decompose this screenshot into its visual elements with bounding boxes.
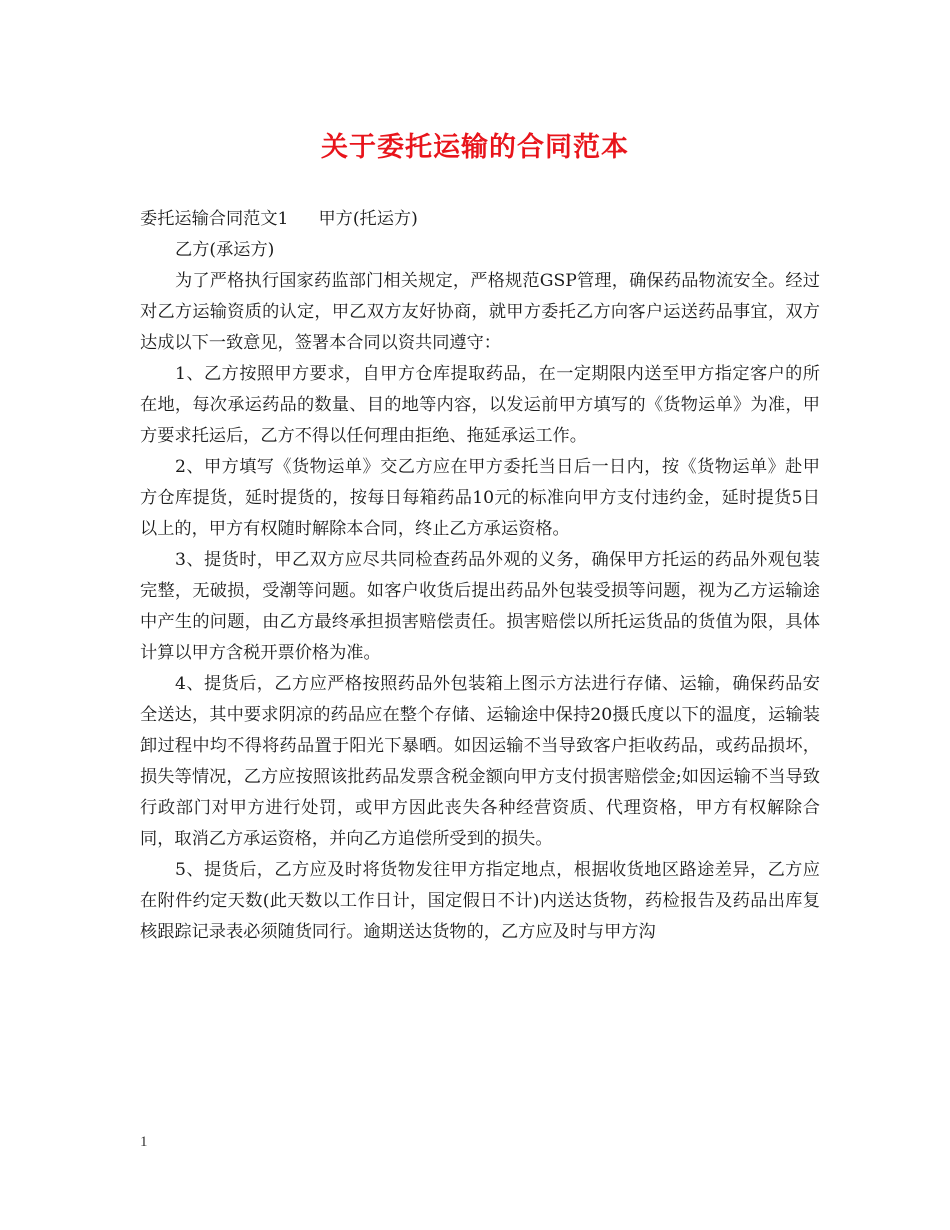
document-body bbox=[140, 204, 820, 948]
intro-label: 委托运输合同范文1 bbox=[140, 209, 289, 229]
paragraph-clause-3: 3、提货时，甲乙双方应尽共同检查药品外观的义务，确保甲方托运的药品外观包装完整，无破损，受潮等问题。如客户收货后提出药品外包装受损等问题，视为乙方运输途中产生的问题，由乙方最终承担损害赔偿责任。损害赔偿以所托运货品的货值为限，具体计算以甲方含税开票价格为准。 bbox=[140, 550, 820, 663]
party-a-label: 甲方(托运方) bbox=[318, 209, 418, 229]
page-number: 1 bbox=[140, 1134, 148, 1150]
paragraph-clause-2: 2、甲方填写《货物运单》交乙方应在甲方委托当日后一日内，按《货物运单》赴甲方仓库提货，延时提货的，按每日每箱药品10元的标准向甲方支付违约金，延时提货5日以上的，甲方有权随时解除本合同，终止乙方承运资格。 bbox=[140, 457, 820, 539]
party-b-label: 乙方(承运方) bbox=[175, 240, 275, 260]
paragraph-clause-4: 4、提货后，乙方应严格按照药品外包装箱上图示方法进行存储、运输，确保药品安全送达，其中要求阴凉的药品应在整个存储、运输途中保持20摄氏度以下的温度，运输装卸过程中均不得将药品置于阳光下暴晒。如因运输不当导致客户拒收药品，或药品损坏，损失等情况，乙方应按照该批药品发票含税金额向甲方支付损害赔偿金;如因运输不当导致行政部门对甲方进行处罚，或甲方因此丧失各种经营资质、代理资格，甲方有权解除合同，取消乙方承运资格，并向乙方追偿所受到的损失。 bbox=[140, 674, 820, 849]
paragraph-preamble: 为了严格执行国家药监部门相关规定，严格规范GSP管理，确保药品物流安全。经过对乙方运输资质的认定，甲乙双方友好协商，就甲方委托乙方向客户运送药品事宜，双方达成以下一致意见，签署本合同以资共同遵守： bbox=[140, 271, 820, 353]
document-title: 关于委托运输的合同范本 bbox=[321, 132, 629, 163]
paragraph-clause-1: 1、乙方按照甲方要求，自甲方仓库提取药品，在一定期限内送至甲方指定客户的所在地，每次承运药品的数量、目的地等内容，以发运前甲方填写的《货物运单》为准，甲方要求托运后，乙方不得以任何理由拒绝、拖延承运工作。 bbox=[140, 364, 820, 446]
paragraph-clause-5: 5、提货后，乙方应及时将货物发往甲方指定地点，根据收货地区路途差异，乙方应在附件约定天数(此天数以工作日计，国定假日不计)内送达货物，药检报告及药品出库复核跟踪记录表必须随货同行。逾期送达货物的，乙方应及时与甲方沟 bbox=[140, 860, 820, 942]
intro-line bbox=[140, 204, 820, 235]
